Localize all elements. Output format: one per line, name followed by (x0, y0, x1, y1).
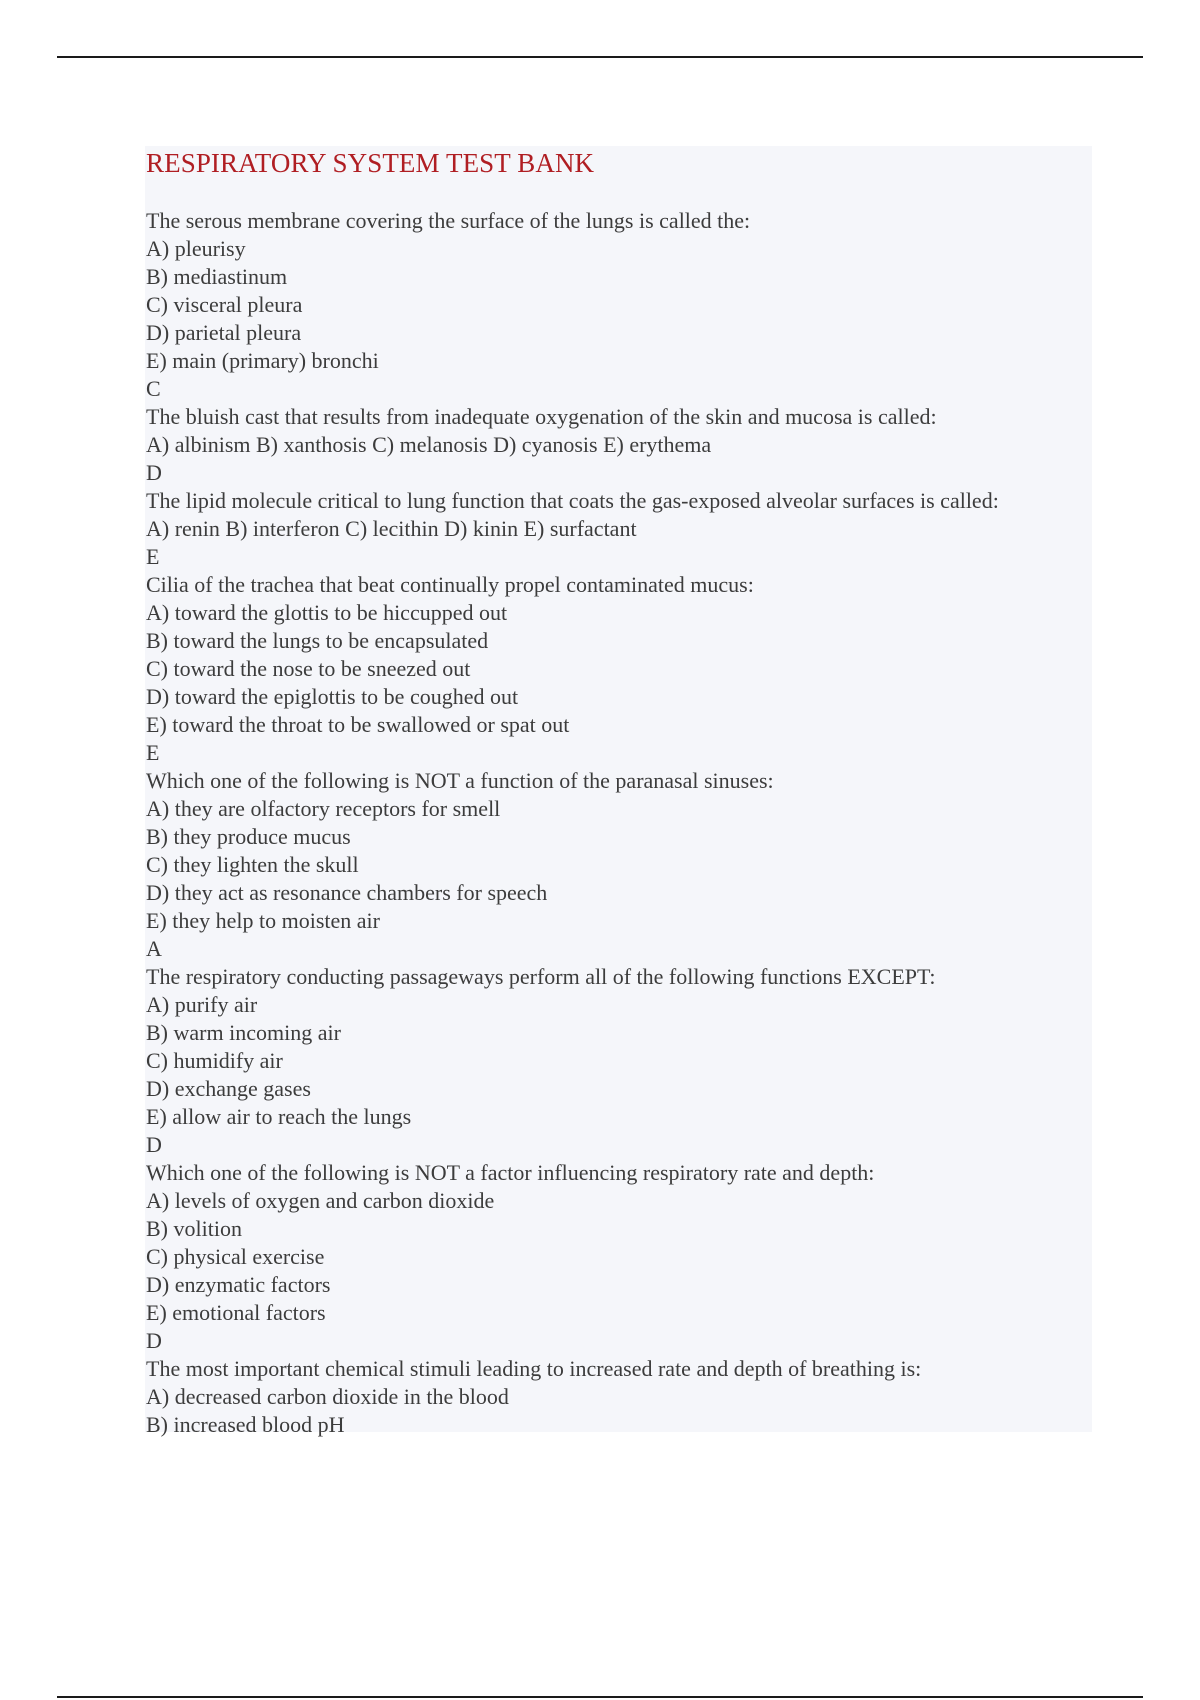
document-line: A (146, 936, 162, 961)
document-line: A) they are olfactory receptors for smell (146, 796, 501, 821)
document-line: A) purify air (146, 992, 258, 1017)
document-line: E (146, 740, 160, 765)
document-line: The most important chemical stimuli leading to increased rate and depth of breathing is: (146, 1356, 922, 1381)
document-line: E) allow air to reach the lungs (146, 1104, 412, 1129)
document-line: E) toward the throat to be swallowed or spat out (146, 712, 570, 737)
document-line: D) exchange gases (146, 1076, 311, 1101)
document-line: The lipid molecule critical to lung function that coats the gas-exposed alveolar surfaces is called: (146, 488, 999, 513)
document-line: A) albinism B) xanthosis C) melanosis D) cyanosis E) erythema (146, 432, 712, 457)
document-line: D) enzymatic factors (146, 1272, 331, 1297)
document-body (146, 207, 1092, 1439)
document-line: C) toward the nose to be sneezed out (146, 656, 471, 681)
document-line: Which one of the following is NOT a function of the paranasal sinuses: (146, 768, 774, 793)
document-line: B) warm incoming air (146, 1020, 341, 1045)
document-line: A) pleurisy (146, 236, 246, 261)
document-line: D (146, 1328, 162, 1353)
document-line: A) levels of oxygen and carbon dioxide (146, 1188, 495, 1213)
document-line: A) toward the glottis to be hiccupped out (146, 600, 508, 625)
document-line: C) humidify air (146, 1048, 283, 1073)
document-line: E) main (primary) bronchi (146, 348, 379, 373)
document-line: The bluish cast that results from inadequate oxygenation of the skin and mucosa is called: (146, 404, 937, 429)
document-title: RESPIRATORY SYSTEM TEST BANK (146, 148, 595, 178)
document-line: The respiratory conducting passageways perform all of the following functions EXCEPT: (146, 964, 936, 989)
document-line: B) increased blood pH (146, 1412, 345, 1437)
document-line: B) they produce mucus (146, 824, 351, 849)
document-line: D) they act as resonance chambers for speech (146, 880, 548, 905)
bottom-rule (57, 1696, 1143, 1698)
document-line: D) parietal pleura (146, 320, 302, 345)
document-line: D (146, 460, 162, 485)
document-line: A) decreased carbon dioxide in the blood (146, 1384, 509, 1409)
document-line: E) emotional factors (146, 1300, 326, 1325)
document-line: B) toward the lungs to be encapsulated (146, 628, 489, 653)
document-line: B) mediastinum (146, 264, 288, 289)
document-line: C) physical exercise (146, 1244, 325, 1269)
top-rule (57, 56, 1143, 58)
document-line: D) toward the epiglottis to be coughed out (146, 684, 519, 709)
document-line: E (146, 544, 160, 569)
document-line: E) they help to moisten air (146, 908, 380, 933)
document-line: D (146, 1132, 162, 1157)
document-line: A) renin B) interferon C) lecithin D) kinin E) surfactant (146, 516, 637, 541)
document-line: Cilia of the trachea that beat continually propel contaminated mucus: (146, 572, 754, 597)
document-line: Which one of the following is NOT a factor influencing respiratory rate and depth: (146, 1160, 875, 1185)
document-line: C) visceral pleura (146, 292, 303, 317)
document-line: The serous membrane covering the surface of the lungs is called the: (146, 208, 751, 233)
document-line: B) volition (146, 1216, 242, 1241)
document-line: C) they lighten the skull (146, 852, 359, 877)
document-line: C (146, 376, 161, 401)
